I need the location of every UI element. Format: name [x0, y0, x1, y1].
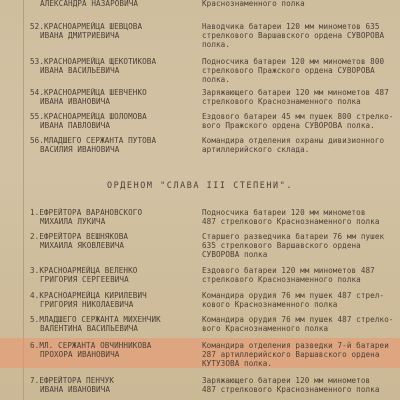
- entry-desc-line1: Заряжающего батареи 120 мм минометов 487: [202, 88, 389, 97]
- entry-desc-line1: Подносчика батареи 120 мм минометов: [202, 208, 366, 217]
- entry-name-line2: ГРИГОРИЯ НИКОЛАЕВИЧА: [40, 300, 134, 309]
- entry-name-line1: 3.КРАСНОАРМЕЙЦА ВЕЛЕНКО: [30, 266, 138, 275]
- list-item: [0, 57, 400, 84]
- list-item: [0, 88, 400, 110]
- entry-name-line2: ИВАНА ИВАНОВИЧА: [40, 97, 111, 106]
- entry-name-line1: 7.ЕФРЕЙТОРА ПЕНЧУК: [30, 376, 115, 385]
- entry-desc-line3: полка.: [202, 40, 231, 49]
- entry-name-line1: 4.КРАСНОАРМЕЙЦА КИРИЛЕВИЧ: [30, 291, 147, 300]
- section-heading: ОРДЕНОМ "СЛАВА III СТЕПЕНИ".: [107, 180, 293, 190]
- entry-name-line1: 2.ЕФРЕЙТОРА ВЕШНЯКОВА: [30, 232, 129, 241]
- entry-desc-line2: стрелкового Варшавского ордена СУВОРОВА: [202, 31, 385, 40]
- list-item: [0, 0, 400, 19]
- entry-desc-line1: Подносчика батареи 120 мм минометов 800: [202, 57, 385, 66]
- list-item: [0, 315, 400, 337]
- entry-name-line2: ВАСИЛИЯ ИВАНОВИЧА: [40, 145, 120, 154]
- entry-desc-line1: Командира орудия 76 мм пушек 487 стрелко-: [202, 315, 394, 324]
- list-item: [0, 208, 400, 230]
- entry-name-line1: 6.МЛ. СЕРЖАНТА ОВЧИННИКОВА: [30, 341, 152, 350]
- entry-name-line2: ИВАНА ПАВЛОВИЧА: [40, 121, 111, 130]
- entry-name-line1: 54.КРАСНОАРМЕЙЦА ШЕВЧЕНКО: [30, 88, 147, 97]
- entry-desc-line2: 635 стрелкового Варшавского ордена: [202, 241, 361, 250]
- entry-desc-line2: Краснознаменного полка: [202, 0, 305, 8]
- entry-desc-line2: 487 стрелкового Краснознаменного полка: [202, 217, 380, 226]
- list-item: [0, 266, 400, 288]
- entry-desc-line3: полка.: [202, 75, 231, 84]
- list-item: [0, 136, 400, 158]
- entry-name-line1: 52.КРАСНОАРМЕЙЦА ШЕВЦОВА: [30, 22, 143, 31]
- entry-name-line1: 56.МЛАДШЕГО СЕРЖАНТА ПУТОВА: [30, 136, 157, 145]
- entry-name-line2: ГРИГОРИЯ СЕРГЕЕВИЧА: [40, 275, 129, 284]
- entry-name-line2: ВАЛЕНТИНА ВАСИЛЬЕВИЧА: [40, 324, 139, 333]
- entry-name-line1: 5.МЛАДШЕГО СЕРЖАНТА МИХЕНЧИК: [30, 315, 161, 324]
- list-item: [0, 112, 400, 134]
- entry-desc-line2: стрелкового Пражского ордена СУВОРОВА: [202, 66, 375, 75]
- entry-desc-line1: Ездового батареи 120 мм минометов 487: [202, 266, 375, 275]
- entry-name-line2: ПРОХОРА ИВАНОВИЧА: [40, 350, 120, 359]
- entry-desc-line1: Командира отделения разведки 7-й батареи: [202, 341, 389, 350]
- entry-desc-line3: КУТУЗОВА полка.: [202, 359, 273, 368]
- entry-desc-line2: стрелкового Краснознаменного полка: [202, 97, 361, 106]
- entry-desc-line2: артиллерийского склада.: [202, 145, 310, 154]
- entry-name-line2: ИВАНА ИВАНОВИЧА: [40, 385, 111, 394]
- entry-name-line2: МИХАИЛА ЯКОВЛЕВИЧА: [40, 241, 125, 250]
- highlighted-list-item: [0, 338, 400, 368]
- entry-desc-line2: стрелкового Краснознаменного полка: [202, 275, 361, 284]
- entry-name-line2: ИВАНА ДМИТРИЕВИЧА: [40, 31, 120, 40]
- entry-desc-line1: Командира орудия 76 мм пушек 487 стрел-: [202, 291, 385, 300]
- entry-desc-line1: Наводчика батареи 120 мм минометов 635: [202, 22, 380, 31]
- entry-name-line1: 55.КРАСНОАРМЕЙЦА ШОЛОМОВА: [30, 112, 147, 121]
- entry-name-line2: МИХАИЛА ЛУКИЧА: [40, 217, 106, 226]
- entry-desc-line1: Старшего разведчика батареи 76 мм пушек: [202, 232, 385, 241]
- entry-name-line2: АЛЕКСАНДРА НАЗАРОВИЧА: [40, 0, 139, 8]
- entry-name-line1: 53.КРАСНОАРМЕЙЦА ЩЕКОТИКОВА: [30, 57, 157, 66]
- list-item: [0, 376, 400, 398]
- entry-desc-line1: Командира отделения охраны дивизионного: [202, 136, 385, 145]
- list-item: [0, 291, 400, 313]
- list-item: [0, 232, 400, 259]
- entry-desc-line2: кового Краснознаменного полка: [202, 300, 338, 309]
- entry-desc-line3: СУВОРОВА полка: [202, 250, 268, 259]
- entry-name-line1: 1.ЕФРЕЙТОРА ВАРАНОВСКОГО: [30, 208, 143, 217]
- entry-desc-line1: Заряжающего батареи 120 мм минометов: [202, 376, 371, 385]
- entry-desc-line2: вого Пражского ордена СУВОРОВА полка.: [202, 121, 375, 130]
- entry-desc-line1: Ездового батареи 45 мм пушек 800 стрелко-: [202, 112, 394, 121]
- entry-name-line2: ИВАНА ВАСИЛЬЕВИЧА: [40, 66, 120, 75]
- entry-desc-line2: 287 артиллерийского Варшавского ордена: [202, 350, 380, 359]
- entry-desc-line2: 487 стрелкового Краснознаменного полка: [202, 385, 380, 394]
- list-item: [0, 22, 400, 49]
- entry-desc-line2: вого Краснознаменного полка: [202, 324, 329, 333]
